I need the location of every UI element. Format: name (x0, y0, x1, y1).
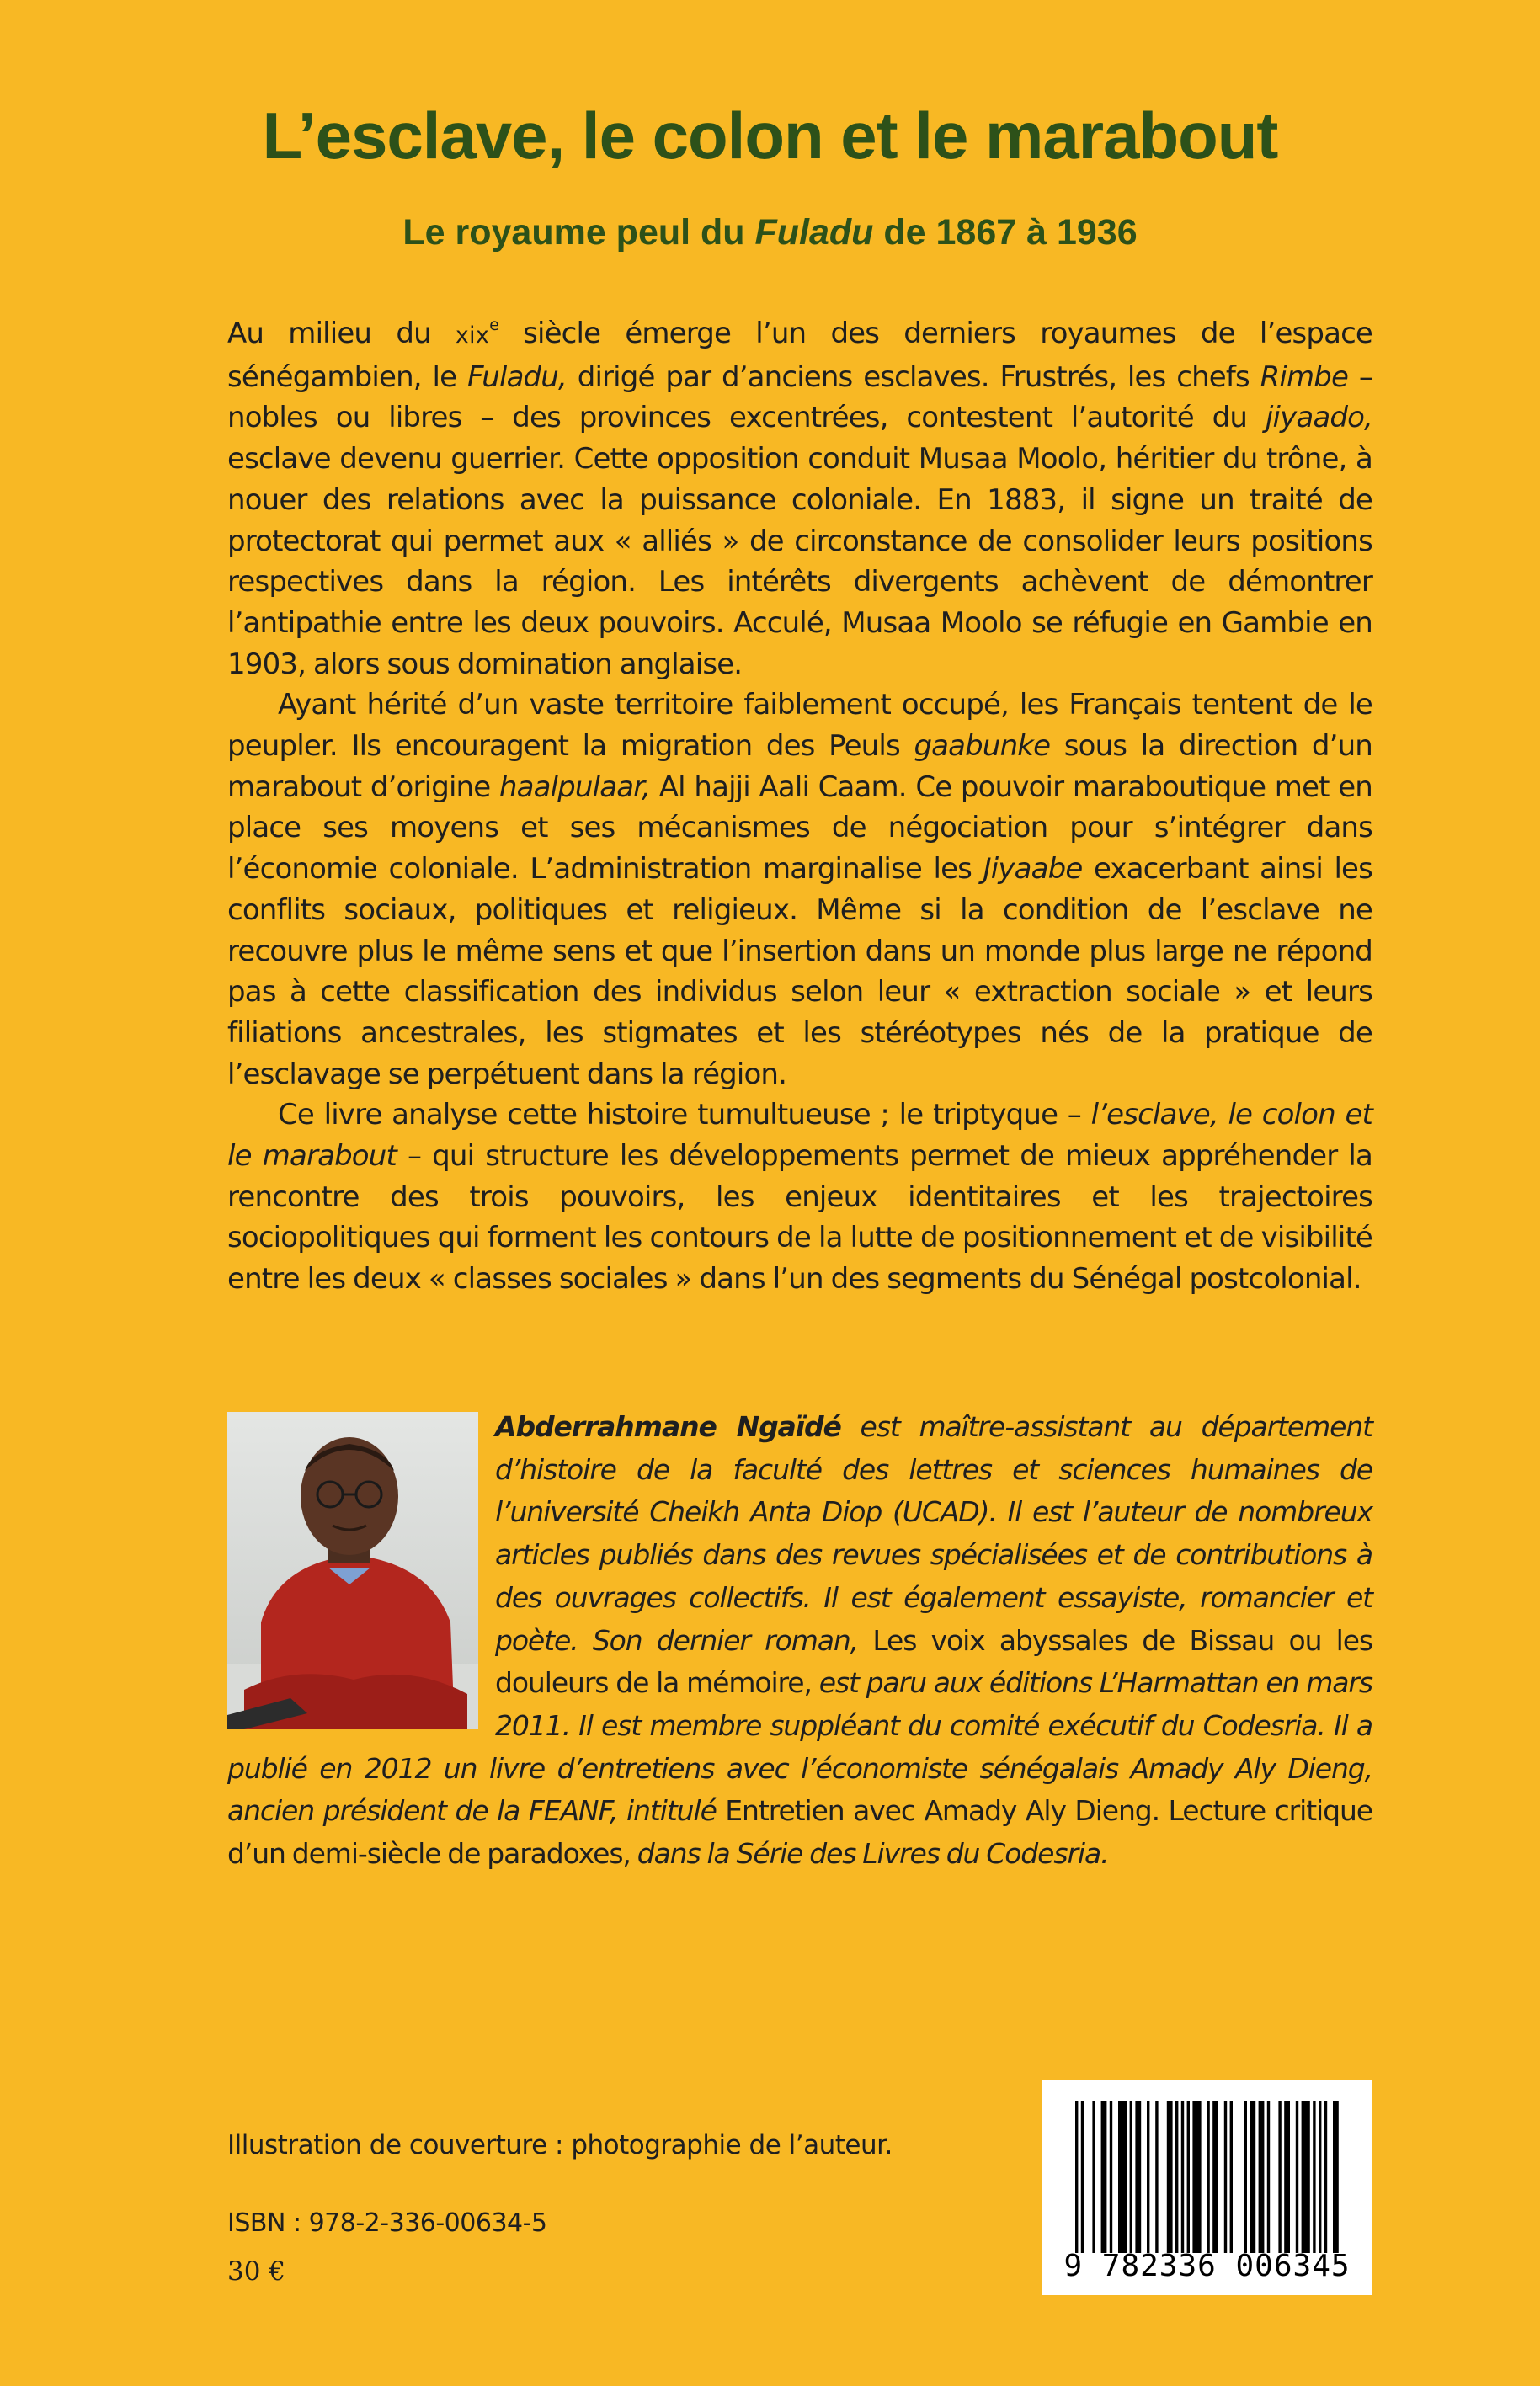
author-name: Abderrahmane Ngaïdé (495, 1410, 841, 1443)
summary-paragraph-3: Ce livre analyse cette histoire tumultueuse ; le triptyque – l’esclave, le colon et le marabout – qui structure les développements permet de mieux appréhender la rencontre des trois pouvoirs, les enjeux identitaires et les trajectoires sociopolitiques qui forment les contours de la lutte de positionnement et de visibilité entre les deux « classes sociales » dans l’un des segments du Sénégal postcolonial. (227, 1098, 1372, 1297)
summary-text (227, 313, 1372, 1300)
summary-paragraph-2: Ayant hérité d’un vaste territoire faiblement occupé, les Français tentent de le peupler. Ils encouragent la migration des Peuls gaabunke sous la direction d’un marabout d’origine haalpulaar, Al hajji Aali Caam. Ce pouvoir maraboutique met en place ses moyens et ses mécanismes de négociation pour s’intégrer dans l’économie coloniale. L’administration marginalise les Jiyaabe exacerbant ainsi les conflits sociaux, politiques et religieux. Même si la condition de l’esclave ne recouvre plus le même sens et que l’insertion dans un monde plus large ne répond pas à cette classification des individus selon leur « extraction sociale » et leurs filiations ancestrales, les stigmates et les stéréotypes nés de la pratique de l’esclavage se perpétuent dans la région. (227, 688, 1372, 1091)
isbn-barcode (1042, 2080, 1372, 2295)
isbn-text: ISBN : 978-2-336-00634-5 (227, 2208, 547, 2238)
summary-paragraph-1: Au milieu du xix$^e$ siècle émerge l’un des derniers royaumes de l’espace sénégambien, le Fuladu, dirigé par d’anciens esclaves. Frustrés, les chefs Rimbe – nobles ou libres – des provinces excentrées, contestent l’autorité du jiyaado, esclave devenu guerrier. Cette opposition conduit Musaa Moolo, héritier du trône, à nouer des relations avec la puissance coloniale. En 1883, il signe un traité de protectorat qui permet aux « alliés » de circonstance de consolider leurs positions respectives dans la région. Les intérêts divergents achèvent de démontrer l’antipathie entre les deux pouvoirs. Acculé, Musaa Moolo se réfugie en Gambie en 1903, alors sous domination anglaise. (227, 317, 1373, 681)
author-bio: Abderrahmane Ngaïdé est maître-assistant au département d’histoire de la faculté des lettres et sciences humaines de l’université Cheikh Anta Diop (UCAD). Il est l’auteur de nombreux articles publiés dans des revues spécialisées et de contributions à des ouvrages collectifs. Il est également essayiste, romancier et poète. Son dernier roman, Les voix abyssales de Bissau ou les douleurs de la mémoire, est paru aux éditions L’Harmattan en mars 2011. Il est membre suppléant du comité exécutif du Codesria. Il a publié en 2012 un livre d’entretiens avec l’économiste sénégalais Amady Aly Dieng, ancien président de la FEANF, intitulé Entretien avec Amady Aly Dieng. Lecture critique d’un demi-siècle de paradoxes, dans la Série des Livres du Codesria. (227, 1410, 1372, 1871)
barcode-digits: 9 782336 006345 (1063, 2249, 1351, 2283)
price-label: 30 € (227, 2256, 286, 2287)
book-subtitle: Le royaume peul du Fuladu de 1867 à 1936 (402, 212, 1138, 253)
illustration-credit: Illustration de couverture : photographie de l’auteur. (227, 2130, 893, 2160)
book-title: L’esclave, le colon et le marabout (262, 99, 1278, 173)
